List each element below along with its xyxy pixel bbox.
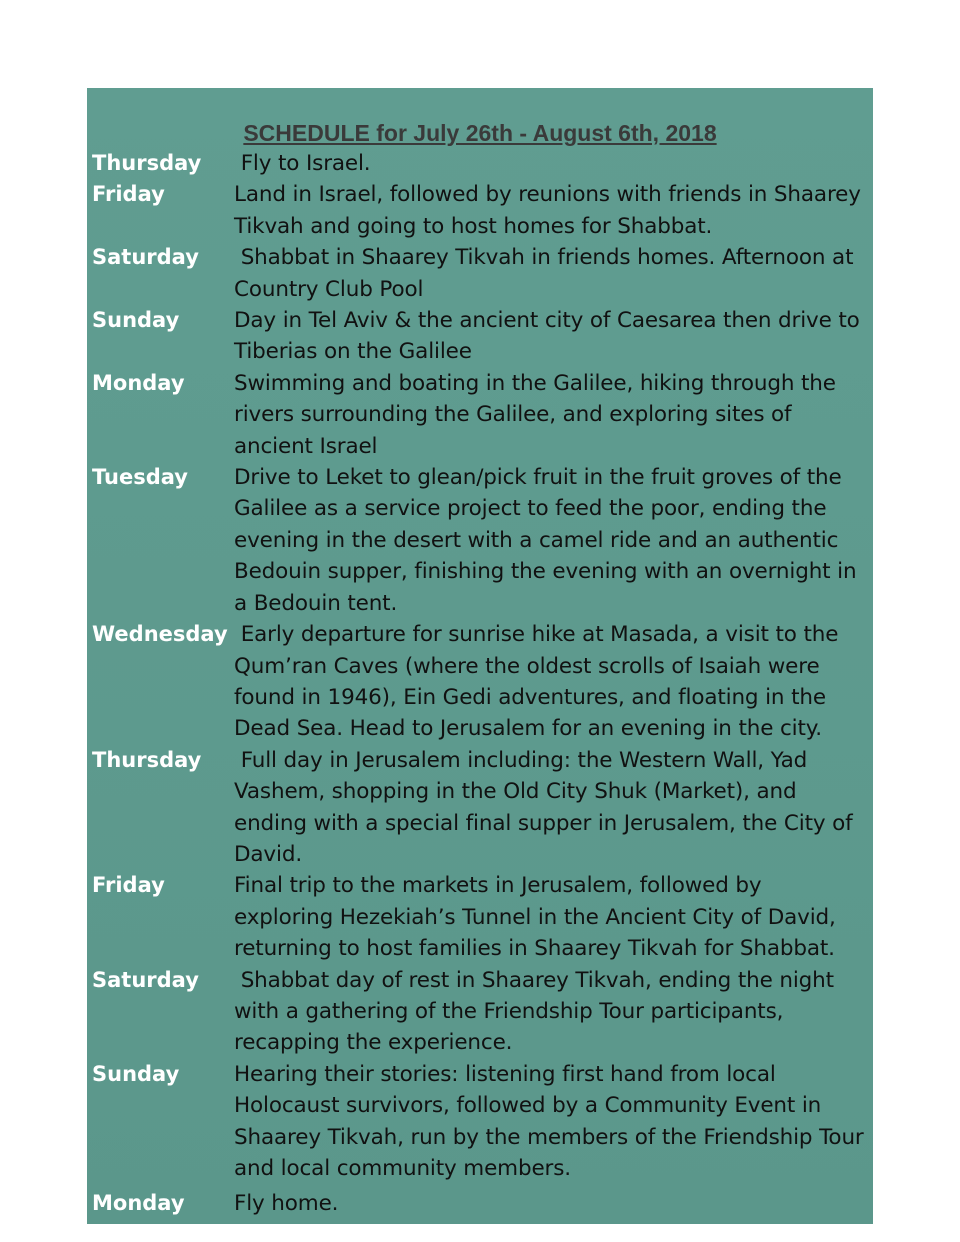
schedule-row: [87, 1059, 873, 1185]
day-description: Fly home.: [234, 1191, 339, 1217]
schedule-row: [87, 462, 873, 619]
day-description: Early departure for sunrise hike at Masada, a visit to the Qum’ran Caves (where the oldest scrolls of Isaiah were found in 1946), Ein Gedi adventures, and floating in the Dead Sea. Head to Jerusalem for an evening in the city.: [234, 622, 845, 742]
schedule-row: [87, 148, 873, 179]
day-label: Monday: [92, 1191, 185, 1216]
day-description: Full day in Jerusalem including: the Western Wall, Yad Vashem, shopping in the Old City Shuk (Market), and ending with a special final supper in Jerusalem, the City of David.: [234, 747, 860, 867]
day-label: Tuesday: [92, 465, 188, 490]
day-description: Shabbat in Shaarey Tikvah in friends homes. Afternoon at Country Club Pool: [234, 245, 861, 302]
day-description: Fly to Israel.: [234, 151, 371, 176]
schedule-row: [87, 179, 873, 242]
day-description: Final trip to the markets in Jerusalem, followed by exploring Hezekiah’s Tunnel in the Ancient City of David, returning to host families in Shaarey Tikvah for Shabbat.: [234, 873, 836, 962]
schedule-row: [87, 1188, 873, 1219]
day-label: Sunday: [92, 308, 180, 333]
day-description: Drive to Leket to glean/pick fruit in the fruit groves of the Galilee as a service project to feed the poor, ending the evening in the desert with a camel ride and an authentic Bedouin supper, finishing the evening with an overnight in a Bedouin tent.: [234, 465, 857, 616]
schedule-list: [87, 148, 873, 1220]
day-description: Hearing their stories: listening first hand from local Holocaust survivors, followed by a Community Event in Shaarey Tikvah, run by the members of the Friendship Tour and local community members.: [234, 1061, 864, 1181]
day-label: Saturday: [92, 245, 199, 270]
schedule-row: [87, 965, 873, 1059]
schedule-row: [87, 870, 873, 964]
schedule-title: [87, 120, 873, 147]
schedule-panel: [87, 88, 873, 1224]
schedule-title-text: SCHEDULE for July 26th - August 6th, 2018: [243, 120, 717, 146]
day-description: Shabbat day of rest in Shaarey Tikvah, ending the night with a gathering of the Friendship Tour participants, recapping the experience.: [234, 967, 841, 1056]
day-label: Thursday: [92, 151, 202, 175]
schedule-row: [87, 745, 873, 871]
schedule-row: [87, 368, 873, 462]
day-description: Land in Israel, followed by reunions with friends in Shaarey Tikvah and going to host homes for Shabbat.: [234, 182, 861, 239]
schedule-row: [87, 242, 873, 305]
day-label: Monday: [92, 370, 185, 395]
day-label: Sunday: [92, 1061, 180, 1086]
day-label: Thursday: [92, 747, 202, 772]
day-description: Day in Tel Aviv & the ancient city of Caesarea then drive to Tiberias on the Galilee: [234, 308, 860, 365]
schedule-row: [87, 305, 873, 368]
day-label: Wednesday: [92, 622, 228, 647]
day-description: Swimming and boating in the Galilee, hiking through the rivers surrounding the Galilee, and exploring sites of ancient Israel: [234, 370, 836, 459]
day-label: Friday: [92, 873, 165, 898]
schedule-row: [87, 619, 873, 745]
day-label: Saturday: [92, 967, 199, 992]
day-label: Friday: [92, 182, 165, 207]
